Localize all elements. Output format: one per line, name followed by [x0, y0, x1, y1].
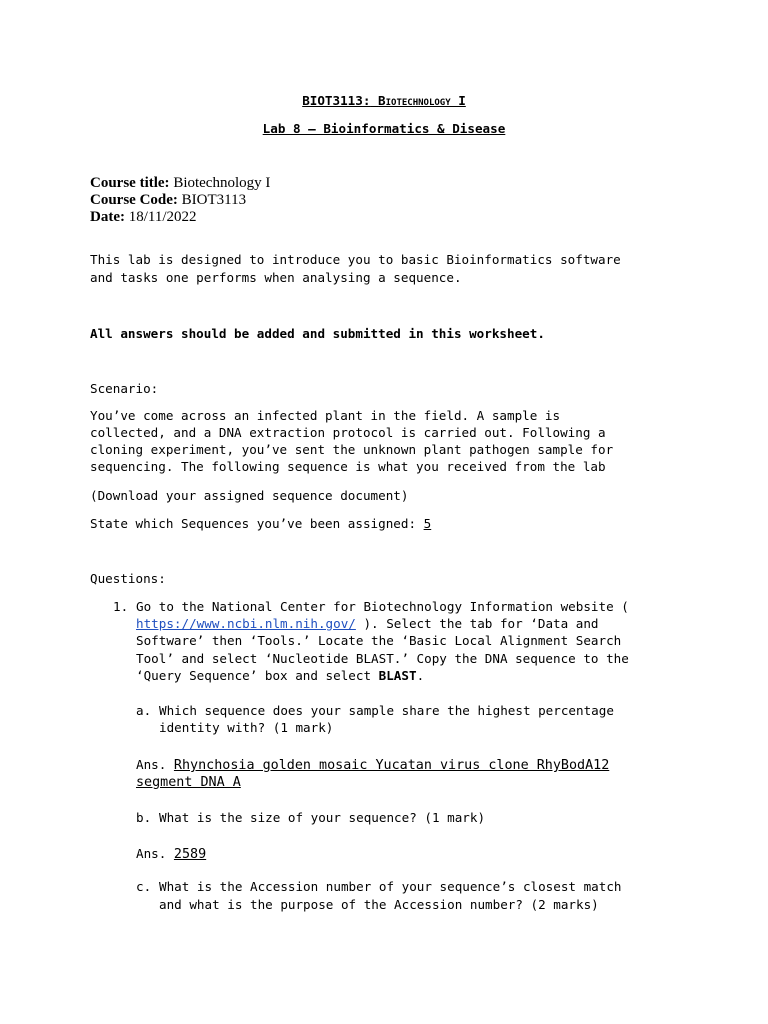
- lab-title: Lab 8 – Bioinformatics & Disease: [262, 121, 506, 136]
- assigned-value: 5: [423, 516, 432, 531]
- course-title-label: Course title:: [90, 175, 170, 191]
- question-1-number: 1.: [113, 599, 129, 614]
- answer-a-value-1: Rhynchosia golden mosaic Yucatan virus clone RhyBodA12: [173, 758, 610, 773]
- title-course-code: BIOT3113:: [302, 93, 371, 108]
- scenario-line-3: cloning experiment, you’ve sent the unknown plant pathogen sample for: [90, 442, 614, 457]
- course-code-line: [90, 192, 246, 210]
- assigned-sequence-line: [90, 515, 431, 533]
- scenario-heading: Scenario:: [90, 381, 159, 396]
- course-code-value: BIOT3113: [181, 192, 247, 208]
- question-c-label: c.: [136, 879, 152, 894]
- question-1-line-5-text: ‘Query Sequence’ box and select: [136, 668, 379, 683]
- submission-notice: All answers should be added and submitted in this worksheet.: [90, 326, 545, 341]
- ncbi-link[interactable]: https://www.ncbi.nlm.nih.gov/: [136, 616, 356, 631]
- question-a-line-2: identity with? (1 mark): [159, 720, 334, 735]
- download-instruction: (Download your assigned sequence document): [90, 488, 409, 503]
- question-1-line-5: [136, 667, 424, 685]
- intro-line-1: This lab is designed to introduce you to basic Bioinformatics software: [90, 252, 621, 267]
- course-title-line: [90, 175, 270, 193]
- questions-heading: Questions:: [90, 571, 166, 586]
- question-a-label: a.: [136, 703, 152, 718]
- scenario-line-4: sequencing. The following sequence is what you received from the lab: [90, 459, 606, 474]
- date-line: [90, 209, 197, 227]
- question-1-line-3: Software’ then ‘Tools.’ Locate the ‘Basic Local Alignment Search: [136, 633, 622, 648]
- answer-a-label: Ans.: [136, 757, 174, 772]
- question-1-line-4: Tool’ and select ‘Nucleotide BLAST.’ Copy the DNA sequence to the: [136, 651, 629, 666]
- date-value: 18/11/2022: [128, 209, 197, 225]
- course-code-label: Course Code:: [90, 192, 178, 208]
- blast-keyword: BLAST: [378, 668, 417, 683]
- question-c-line-1: What is the Accession number of your sequence’s closest match: [159, 879, 622, 894]
- question-a-line-1: Which sequence does your sample share the highest percentage: [159, 703, 614, 718]
- question-c-line-2: and what is the purpose of the Accession number? (2 marks): [159, 897, 599, 912]
- answer-b-line: [136, 845, 206, 864]
- document-title: [0, 92, 768, 110]
- question-1-line-5-end: .: [416, 668, 425, 683]
- title-course-name: Biotechnology I: [378, 93, 466, 108]
- answer-b-value: 2589: [173, 847, 207, 862]
- question-1-line-1: Go to the National Center for Biotechnology Information website (: [136, 599, 629, 614]
- date-label: Date:: [90, 209, 125, 225]
- question-b-line-1: What is the size of your sequence? (1 mark): [159, 810, 486, 825]
- question-b-label: b.: [136, 810, 152, 825]
- assigned-label: State which Sequences you’ve been assigned:: [90, 516, 424, 531]
- question-1-line-2-rest: ). Select the tab for ‘Data and: [355, 616, 599, 631]
- scenario-line-2: collected, and a DNA extraction protocol is carried out. Following a: [90, 425, 606, 440]
- question-1-line-2: [136, 615, 599, 633]
- answer-a-value-2: segment DNA A: [136, 775, 241, 790]
- intro-line-2: and tasks one performs when analysing a sequence.: [90, 270, 462, 285]
- answer-b-label: Ans.: [136, 846, 174, 861]
- scenario-line-1: You’ve come across an infected plant in the field. A sample is: [90, 408, 561, 423]
- answer-a-line-1: [136, 756, 609, 775]
- course-title-value: Biotechnology I: [173, 175, 271, 191]
